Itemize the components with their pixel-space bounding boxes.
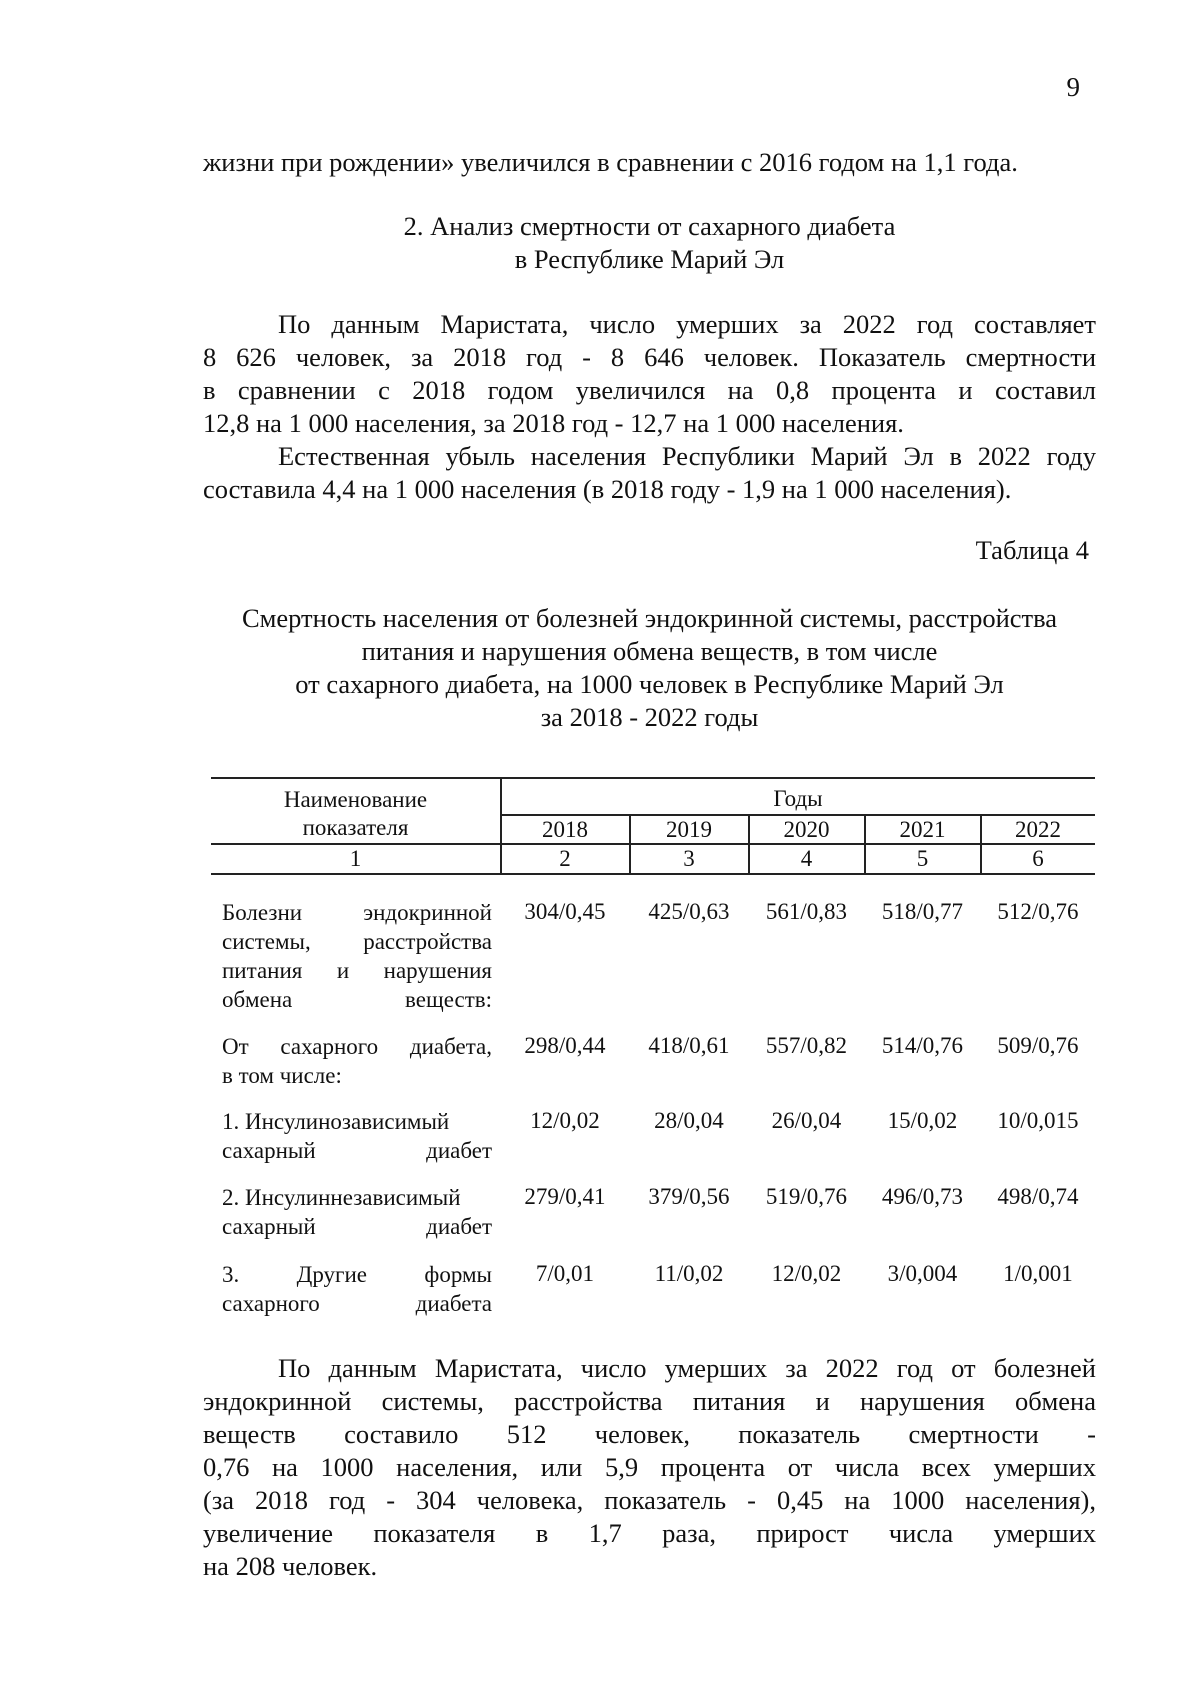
table-row-endocrine-label [222,898,492,1014]
row-label-line: в том числе: [222,1063,342,1088]
table-title-line-4: за 2018 - 2022 годы [540,702,759,732]
table-cell: 26/0,04 [771,1108,842,1133]
row-label-line: обмена веществ: [222,987,492,1012]
table-row-insulin-dependent-label [222,1107,492,1165]
row-label-line: сахарный диабет [222,1138,492,1163]
row-label-line: питания и нарушения [222,958,492,983]
paragraph-1-line-3: в сравнении с 2018 годом увеличился на 0,8 процента и составил [203,375,1096,405]
paragraph-3-line-3: веществ составило 512 человек, показатель смертности - [203,1419,1096,1449]
table-cell: 1/0,001 [1003,1261,1073,1286]
row-label-line: От сахарного диабета, [222,1034,492,1059]
paragraph-2-line-1: Естественная убыль населения Республики Марий Эл в 2022 году [278,441,1096,471]
table-cell: 12/0,02 [771,1261,842,1286]
table-label: Таблица 4 [975,535,1089,565]
header-name-line-1: Наименование [283,787,428,812]
row-label-line: 1. Инсулинозависимый [222,1109,450,1134]
paragraph-1-line-4: 12,8 на 1 000 населения, за 2018 год - 12,7 на 1 000 населения. [203,408,904,438]
row-label-line: сахарного диабета [222,1291,492,1316]
table-row-diabetes-label [222,1032,492,1090]
table-numbers-bottom-rule [211,873,1095,875]
table-cell: 557/0,82 [765,1033,848,1058]
table-cell: 498/0,74 [997,1184,1079,1209]
table-cell: 425/0,63 [648,899,730,924]
header-years: Годы [773,786,823,811]
table-cell: 3/0,004 [887,1261,958,1286]
paragraph-3-line-5: (за 2018 год - 304 человека, показатель - 0,45 на 1000 населения), [203,1485,1096,1515]
table-cell: 379/0,56 [648,1184,730,1209]
paragraph-1-line-1: По данным Маристата, число умерших за 2022 год составляет [278,309,1096,339]
table-title-line-1: Смертность населения от болезней эндокринной системы, расстройства [241,603,1058,633]
table-cell: 518/0,77 [881,899,964,924]
row-label-line: 3. Другие формы [222,1262,492,1287]
table-cell: 509/0,76 [997,1033,1079,1058]
row-label-line: 2. Инсулиннезависимый [222,1185,461,1210]
table-cell: 12/0,02 [530,1108,600,1133]
table-cell: 10/0,015 [997,1108,1079,1133]
paragraph-3-line-6: увеличение показателя в 1,7 раза, прирост числа умерших [203,1518,1096,1548]
column-number-1: 1 [349,846,362,871]
header-year-2022: 2022 [1015,817,1061,842]
table-row-non-insulin-dependent-label [222,1183,492,1241]
table-cell: 519/0,76 [765,1184,848,1209]
paragraph-2-line-2: составила 4,4 на 1 000 населения (в 2018 году - 1,9 на 1 000 населения). [203,474,1012,504]
table-cell: 11/0,02 [654,1261,724,1286]
table-top-rule [211,777,1095,779]
table-cell: 7/0,01 [535,1261,595,1286]
table-cell: 561/0,83 [765,899,848,924]
row-label-line: сахарный диабет [222,1214,492,1239]
paragraph-1-line-2: 8 626 человек, за 2018 год - 8 646 человек. Показатель смертности [203,342,1096,372]
table-row-other-forms-label [222,1260,492,1318]
table-cell: 279/0,41 [524,1184,606,1209]
row-label-line: Болезни эндокринной [222,900,492,925]
table-cell: 514/0,76 [881,1033,964,1058]
header-year-2020: 2020 [783,817,830,842]
intro-line: жизни при рождении» увеличился в сравнении с 2016 годом на 1,1 года. [203,147,1018,177]
column-number-3: 3 [683,846,695,871]
table-title-line-3: от сахарного диабета, на 1000 человек в Республике Марий Эл [295,669,1004,699]
header-name-line-2: показателя [302,815,409,840]
table-cell: 304/0,45 [524,899,606,924]
header-year-2018: 2018 [542,817,588,842]
paragraph-3-line-4: 0,76 на 1000 населения, или 5,9 процента от числа всех умерших [203,1452,1096,1482]
paragraph-3-line-7: на 208 человек. [203,1551,378,1581]
row-label-line: системы, расстройства [222,929,492,954]
header-year-2021: 2021 [899,817,946,842]
column-number-5: 5 [916,846,929,871]
paragraph-3-line-2: эндокринной системы, расстройства питания и нарушения обмена [203,1386,1096,1416]
table-cell: 28/0,04 [654,1108,724,1133]
column-number-6: 6 [1032,846,1044,871]
column-number-2: 2 [559,846,571,871]
table-title-line-2: питания и нарушения обмена веществ, в том числе [361,636,938,666]
table-cell: 15/0,02 [887,1108,958,1133]
column-number-4: 4 [800,846,813,871]
table-cell: 418/0,61 [648,1033,730,1058]
paragraph-3-line-1: По данным Маристата, число умерших за 2022 год от болезней [278,1353,1096,1383]
header-year-2019: 2019 [666,817,712,842]
page-number: 9 [1066,72,1080,102]
section-heading-line-2: в Республике Марий Эл [514,244,785,274]
table-cell: 512/0,76 [997,899,1079,924]
table-cell: 496/0,73 [881,1184,964,1209]
table-cell: 298/0,44 [524,1033,606,1058]
section-heading-line-1: 2. Анализ смертности от сахарного диабета [403,211,896,241]
